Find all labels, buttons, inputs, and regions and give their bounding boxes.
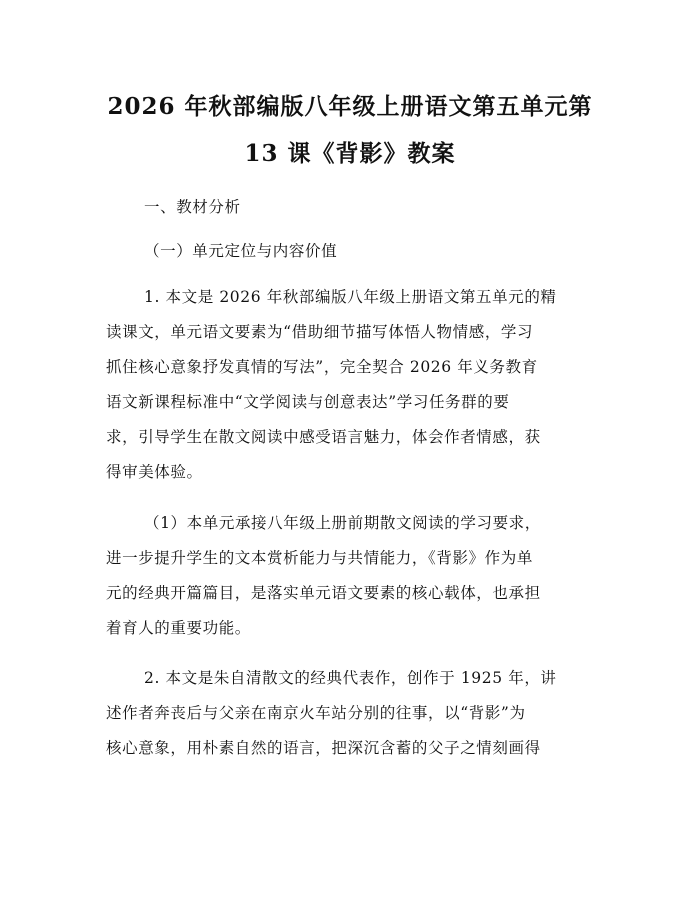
paragraph-2-line: 元的经典开篇篇目，是落实单元语文要素的核心载体，也承担 (106, 584, 541, 602)
paragraph-1-line: 1. 本文是 2026 年秋部编版八年级上册语文第五单元的精 (144, 288, 557, 306)
paragraph-2-line: 着育人的重要功能。 (106, 619, 251, 637)
document-title-line-1: 2026 年秋部编版八年级上册语文第五单元第 (107, 93, 593, 120)
paragraph-3-line: 述作者奔丧后与父亲在南京火车站分别的往事，以“背影”为 (106, 704, 526, 722)
section-heading: 一、教材分析 (144, 198, 241, 216)
paragraph-1-line: 得审美体验。 (106, 463, 203, 481)
subsection-heading: （一）单元定位与内容价值 (144, 242, 338, 260)
paragraph-3-line: 2. 本文是朱自清散文的经典代表作，创作于 1925 年，讲 (144, 669, 557, 687)
document-title-line-2: 13 课《背影》教案 (244, 140, 456, 167)
paragraph-1-line: 语文新课程标准中“文学阅读与创意表达”学习任务群的要 (106, 393, 510, 411)
paragraph-3-line: 核心意象，用朴素自然的语言，把深沉含蓄的父子之情刻画得 (106, 739, 541, 757)
paragraph-1-line: 求，引导学生在散文阅读中感受语言魅力，体会作者情感，获 (106, 428, 541, 446)
paragraph-1-line: 抓住核心意象抒发真情的写法”，完全契合 2026 年义务教育 (106, 358, 538, 376)
paragraph-2-line: 进一步提升学生的文本赏析能力与共情能力，《背影》作为单 (106, 549, 533, 567)
paragraph-2-line: （1）本单元承接八年级上册前期散文阅读的学习要求， (144, 514, 541, 532)
paragraph-1-line: 读课文，单元语文要素为“借助细节描写体悟人物情感，学习 (106, 323, 534, 341)
